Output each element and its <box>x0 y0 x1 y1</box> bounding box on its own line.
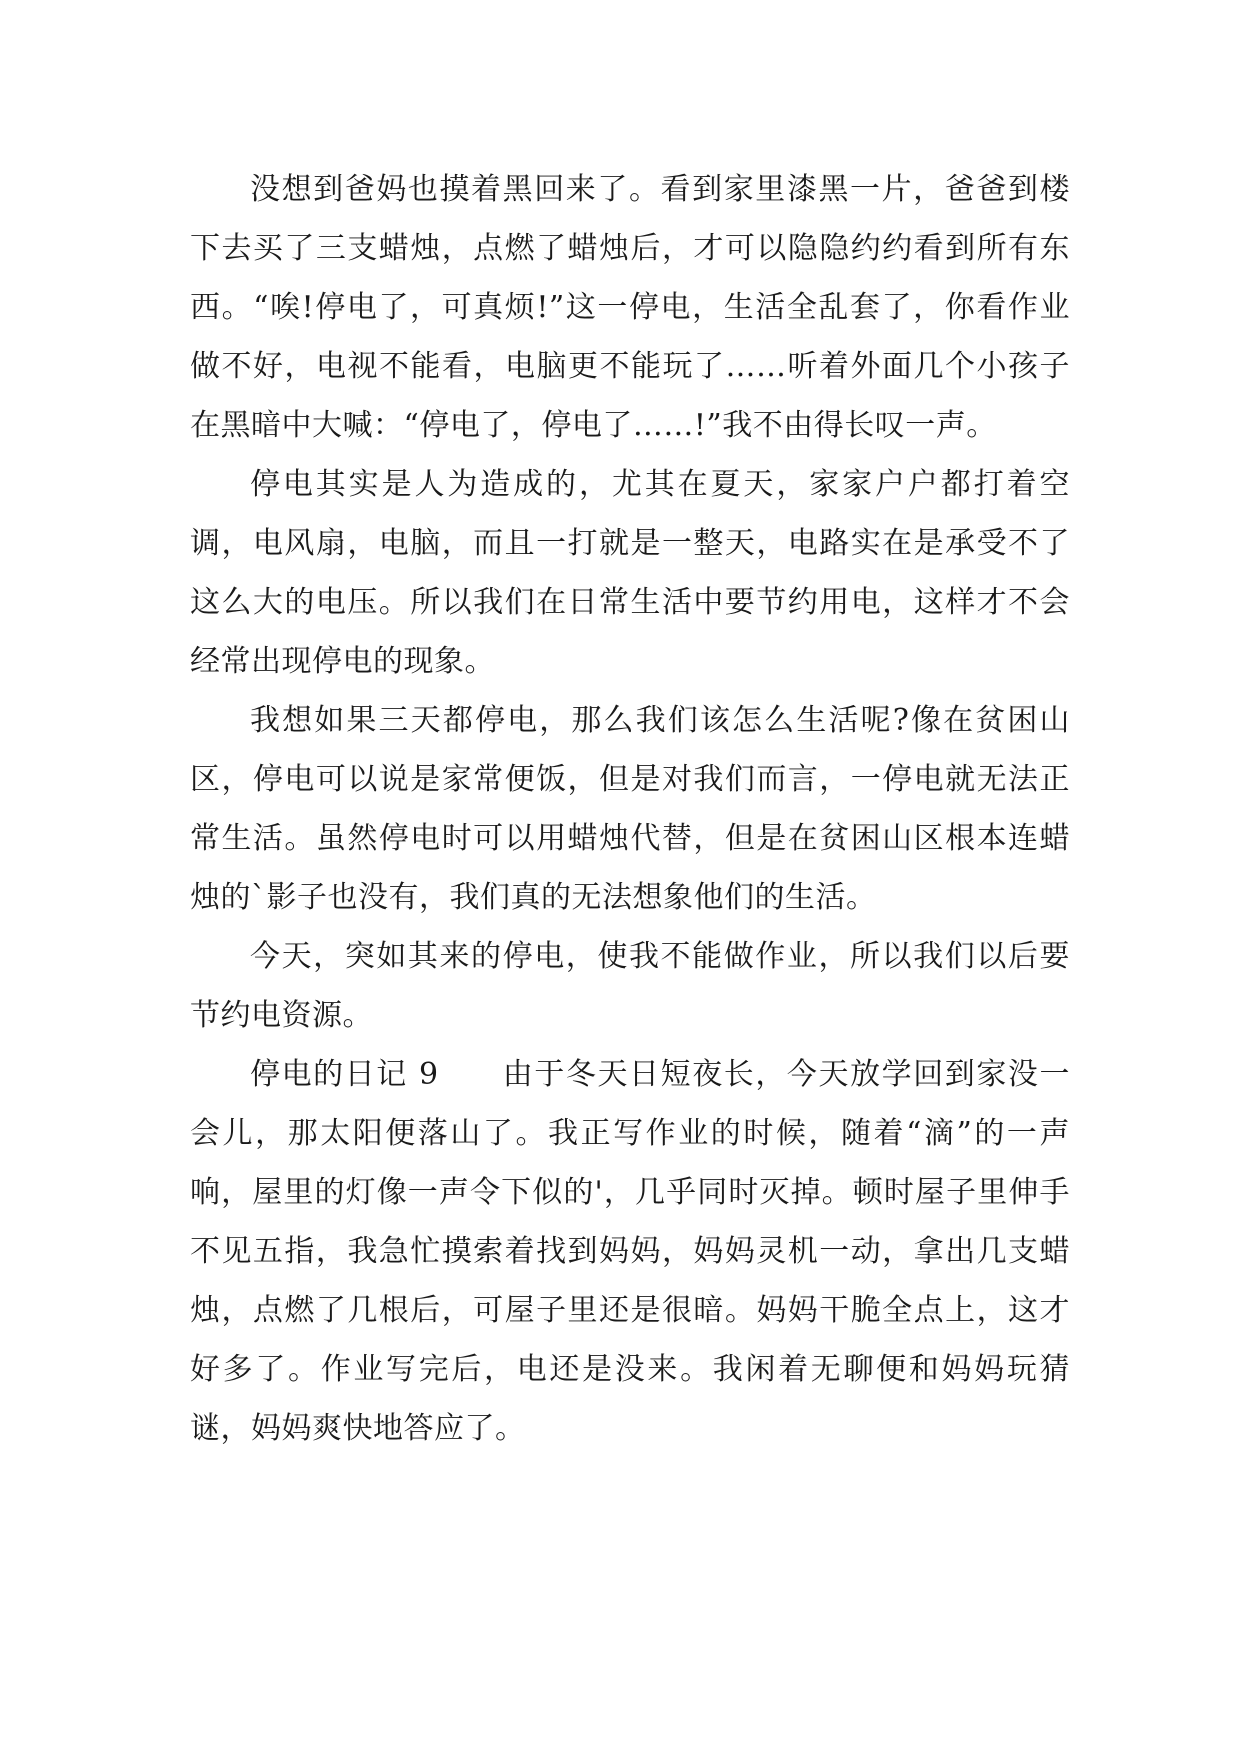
paragraph-2: 停电其实是人为造成的，尤其在夏天，家家户户都打着空调，电风扇，电脑，而且一打就是一整天，电路实在是承受不了这么大的电压。所以我们在日常生活中要节约用电，这样才不会经常出现停电的现象。 <box>190 467 1070 679</box>
paragraph-1: 没想到爸妈也摸着黑回来了。看到家里漆黑一片，爸爸到楼下去买了三支蜡烛，点燃了蜡烛后，才可以隐隐约约看到所有东西。“唉!停电了，可真烦!”这一停电，生活全乱套了，你看作业做不好，电视不能看，电脑更不能玩了……听着外面几个小孩子在黑暗中大喊：“停电了，停电了……!”我不由得长叹一声。 <box>190 172 1070 443</box>
paragraph-5: 停电的日记 9 由于冬天日短夜长，今天放学回到家没一会儿，那太阳便落山了。我正写作业的时候，随着“滴”的一声响，屋里的灯像一声令下似的'，几乎同时灭掉。顿时屋子里伸手不见五指，我急忙摸索着找到妈妈，妈妈灵机一动，拿出几支蜡烛，点燃了几根后，可屋子里还是很暗。妈妈干脆全点上，这才好多了。作业写完后，电还是没来。我闲着无聊便和妈妈玩猜谜，妈妈爽快地答应了。 <box>190 1057 1070 1446</box>
document-body <box>190 160 1070 1458</box>
paragraph-4: 今天，突如其来的停电，使我不能做作业，所以我们以后要节约电资源。 <box>190 939 1070 1033</box>
paragraph-3: 我想如果三天都停电，那么我们该怎么生活呢?像在贫困山区，停电可以说是家常便饭，但是对我们而言，一停电就无法正常生活。虽然停电时可以用蜡烛代替，但是在贫困山区根本连蜡烛的`影子也没有，我们真的无法想象他们的生活。 <box>190 703 1070 915</box>
